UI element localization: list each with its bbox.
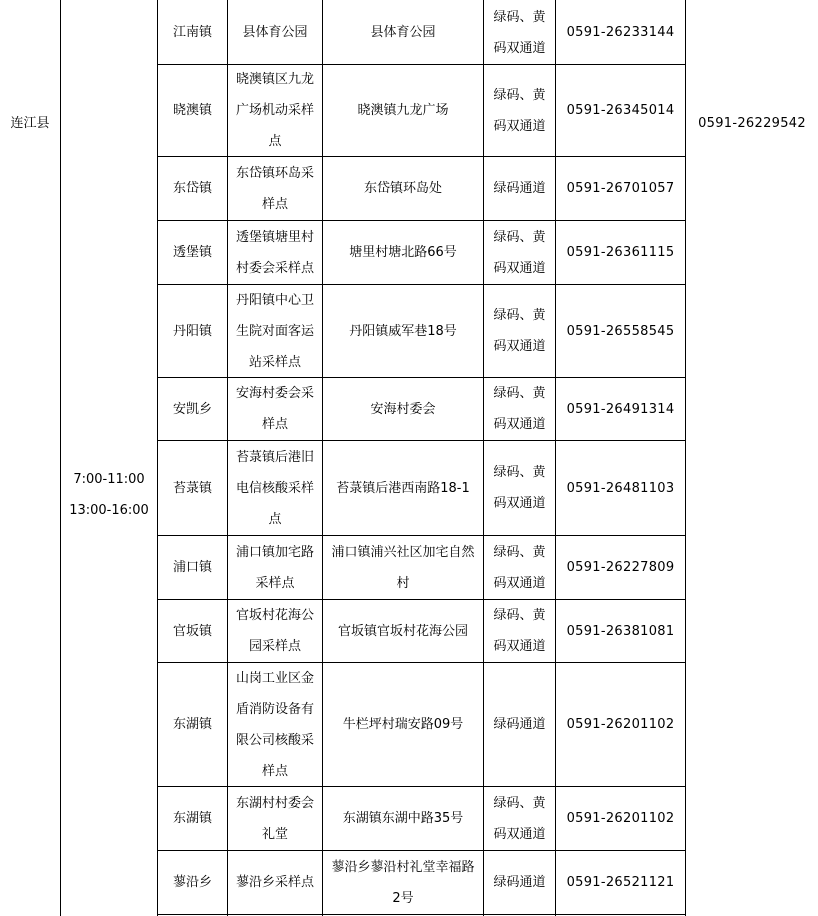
phone-cell: 0591-26481103: [566, 480, 675, 496]
phone-cell: 0591-26491314: [566, 401, 675, 417]
channel-cell: 绿码、黄码双通道: [493, 795, 546, 842]
phone-cell: 0591-26558545: [566, 323, 675, 339]
town-cell: 蓼沿乡: [172, 875, 212, 890]
address-cell: 县体育公园: [370, 25, 436, 40]
channel-cell: 绿码通道: [493, 181, 546, 196]
town-cell: 安凯乡: [172, 401, 212, 417]
address-cell: 官坂镇官坂村花海公园: [337, 623, 468, 639]
channel-cell: 绿码、黄码双通道: [493, 544, 546, 591]
town-cell: 官坂镇: [172, 623, 212, 639]
town-cell: 东湖镇: [172, 717, 212, 732]
row-divider: [157, 914, 685, 915]
address-cell: 浦口镇浦兴社区加宅自然村: [331, 544, 475, 591]
phone-cell: 0591-26521121: [566, 875, 675, 890]
site-cell: 透堡镇塘里村村委会采样点: [235, 229, 314, 276]
time-cell: [61, 455, 157, 535]
county-cell: 连江县: [10, 115, 50, 131]
phone-cell: 0591-26227809: [566, 560, 675, 575]
town-cell: 苔菉镇: [172, 480, 212, 496]
town-cell: 东湖镇: [172, 811, 212, 826]
site-cell: 山岗工业区金盾消防设备有限公司核酸采样点: [235, 670, 314, 779]
channel-cell: 绿码、黄码双通道: [493, 87, 546, 134]
town-cell: 东岱镇: [172, 181, 212, 196]
channel-cell: 绿码通道: [493, 875, 546, 890]
site-cell: 县体育公园: [242, 25, 308, 40]
site-cell: 官坂村花海公园采样点: [235, 608, 314, 654]
channel-cell: 绿码、黄码双通道: [493, 308, 546, 354]
site-cell: 蓼沿乡采样点: [235, 875, 314, 890]
time-slot-morning: 7:00-11:00: [73, 472, 145, 487]
address-cell: 安海村委会: [370, 401, 436, 417]
channel-cell: 绿码、黄码双通道: [493, 608, 546, 654]
town-cell: 晓澳镇: [172, 103, 212, 118]
site-cell: 安海村委会采样点: [235, 386, 314, 432]
address-cell: 蓼沿乡蓼沿村礼堂幸福路2号: [331, 859, 475, 906]
site-cell: 丹阳镇中心卫生院对面客运站采样点: [235, 292, 314, 370]
site-cell: 苔菉镇后港旧电信核酸采样点: [235, 449, 314, 527]
address-cell: 牛栏坪村瑞安路09号: [342, 717, 464, 732]
address-cell: 苔菉镇后港西南路18-1: [336, 480, 470, 496]
address-cell: 东湖镇东湖中路35号: [342, 811, 464, 826]
site-cell: 东岱镇环岛采样点: [235, 165, 314, 212]
phone-cell: 0591-26345014: [566, 103, 675, 118]
address-cell: 丹阳镇威军巷18号: [349, 323, 457, 339]
channel-cell: 绿码、黄码双通道: [493, 386, 546, 432]
site-cell: 晓澳镇区九龙广场机动采样点: [235, 72, 314, 149]
channel-cell: 绿码、黄码双通道: [493, 9, 546, 56]
time-slot-afternoon: 13:00-16:00: [69, 503, 149, 518]
phone-cell: 0591-26701057: [566, 181, 675, 196]
town-cell: 透堡镇: [172, 245, 212, 260]
channel-cell: 绿码通道: [493, 717, 546, 732]
phone-cell: 0591-26381081: [566, 623, 675, 639]
address-cell: 塘里村塘北路66号: [349, 245, 457, 260]
town-cell: 浦口镇: [172, 560, 212, 575]
channel-cell: 绿码、黄码双通道: [493, 229, 546, 276]
county-phone-cell: 0591-26229542: [698, 115, 806, 131]
site-cell: 浦口镇加宅路采样点: [235, 544, 314, 591]
town-cell: 丹阳镇: [172, 323, 212, 339]
phone-cell: 0591-26233144: [566, 25, 675, 40]
site-cell: 东湖村村委会礼堂: [235, 795, 314, 842]
town-cell: 江南镇: [172, 25, 212, 40]
phone-cell: 0591-26201102: [566, 717, 675, 732]
phone-cell: 0591-26201102: [566, 811, 675, 826]
address-cell: 东岱镇环岛处: [363, 181, 442, 196]
phone-cell: 0591-26361115: [566, 245, 675, 260]
channel-cell: 绿码、黄码双通道: [493, 465, 546, 511]
address-cell: 晓澳镇九龙广场: [357, 103, 449, 118]
